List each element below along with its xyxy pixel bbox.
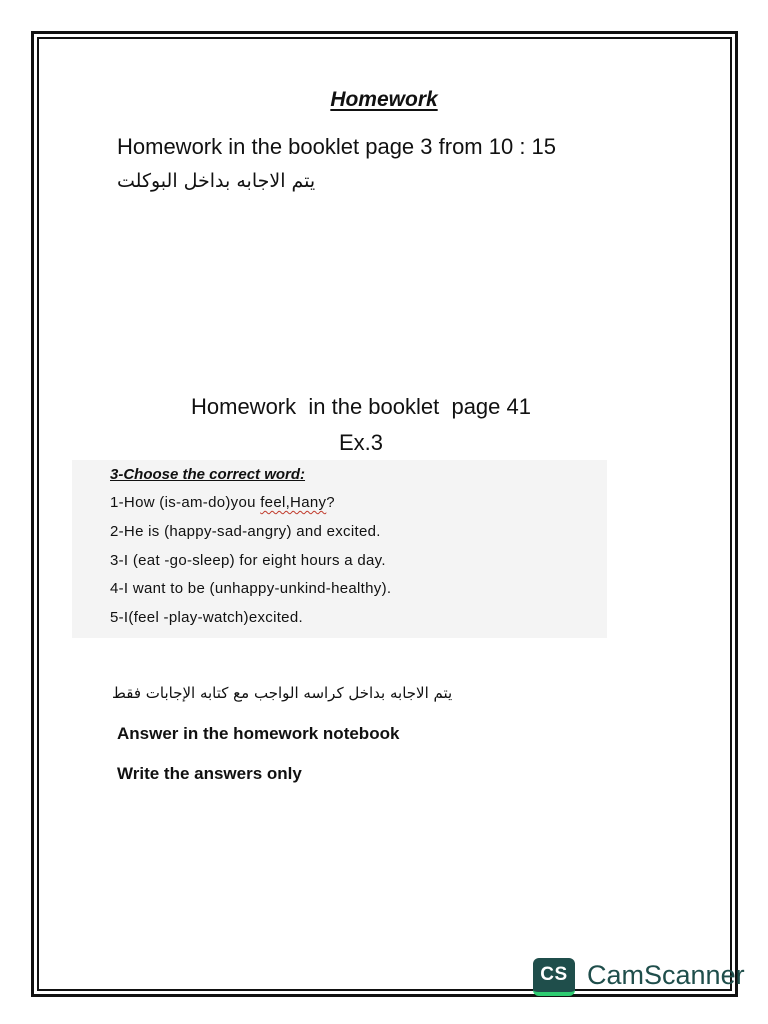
exercise-item-1 — [110, 494, 335, 511]
arabic-note-2: يتم الاجابه بداخل كراسه الواجب مع كتابه الإجابات فقط — [112, 684, 453, 702]
exercise-item-2: 2-He is (happy-sad-angry) and excited. — [110, 523, 381, 540]
exercise-heading: 3-Choose the correct word: — [110, 466, 306, 483]
spellcheck-flagged-text: feel,Hany — [260, 494, 327, 511]
exercise-item-3: 3-I (eat -go-sleep) for eight hours a day. — [110, 552, 386, 569]
exercise-item-1-prefix: 1-How (is-am-do)you — [110, 494, 261, 511]
camscanner-watermark-text: CamScanner — [587, 960, 745, 990]
homework-line-2: Homework in the booklet page 41 — [191, 394, 531, 419]
answer-instruction: Answer in the homework notebook — [117, 724, 400, 743]
arabic-note-1: يتم الاجابه بداخل البوكلت — [117, 170, 316, 192]
exercise-item-4: 4-I want to be (unhappy-unkind-healthy). — [110, 580, 392, 597]
camscanner-logo-icon: CS — [533, 958, 575, 996]
homework-line-1: Homework in the booklet page 3 from 10 : 15 — [117, 134, 557, 159]
exercise-item-1-suffix: ? — [326, 494, 335, 511]
write-instruction: Write the answers only — [117, 764, 302, 783]
exercise-item-5: 5-I(feel -play-watch)excited. — [110, 609, 303, 626]
exercise-reference: Ex.3 — [338, 430, 384, 455]
page-title: Homework — [330, 88, 438, 111]
exercise-box — [72, 460, 607, 638]
